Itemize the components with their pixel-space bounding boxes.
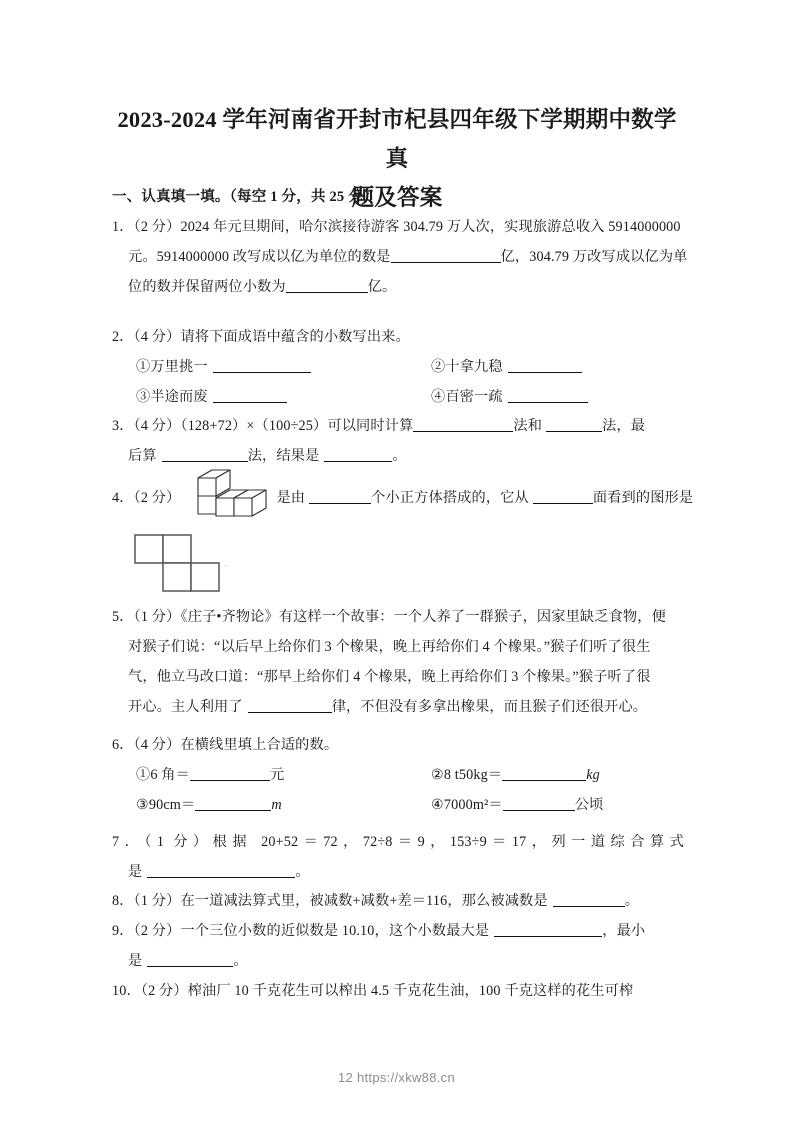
question-4-blank-2[interactable] [533, 489, 593, 504]
question-6-blank-4[interactable] [503, 796, 575, 811]
question-5-text-1: 《庄子•齐物论》有这样一个故事：一个人养了一群猴子，因家里缺乏食物，便 [180, 609, 666, 625]
question-9-number: 9． [112, 923, 134, 939]
question-8 [112, 886, 687, 916]
question-9-text-b: ，最小 [602, 923, 646, 939]
question-2 [112, 322, 687, 412]
question-2-blank-2[interactable] [508, 358, 582, 373]
question-3-text-c: 法，最 [602, 418, 646, 434]
question-6-item-2 [431, 760, 600, 790]
question-4-text-b: 个小正方体搭成的，它从 [371, 490, 529, 506]
grid-period-mark: 。 [225, 563, 231, 568]
cube-solid-figure [186, 466, 282, 534]
question-2-blank-3[interactable] [213, 388, 287, 403]
question-3-blank-3[interactable] [162, 447, 248, 462]
question-1-text-c: 亿，304.79 万改写成以亿为单 [500, 249, 688, 265]
question-8-line-1 [112, 886, 687, 916]
question-1 [112, 212, 687, 302]
question-6-row-2 [136, 790, 687, 820]
question-6-blank-1[interactable] [190, 766, 270, 781]
question-9 [112, 916, 687, 976]
question-5-line-1 [112, 602, 687, 632]
question-9-text-c: 是 [128, 953, 143, 969]
question-2-item-2 [431, 352, 582, 382]
question-6-item-1-post: 元 [269, 767, 285, 783]
question-2-item-4-label: ④百密一疏 [431, 389, 503, 405]
question-9-blank-2[interactable] [147, 952, 233, 967]
footer-watermark: 12 https://xkw88.cn [338, 1070, 455, 1085]
question-3-text-a: （128+72）×（100÷25）可以同时计算 [180, 418, 414, 434]
question-10-text-1: 榨油厂 10 千克花生可以榨出 4.5 千克花生油，100 千克这样的花生可榨 [187, 983, 634, 999]
question-3-score: （4 分） [133, 418, 181, 434]
section-heading: 一、认真填一填。（每空 1 分，共 25 分） [112, 189, 378, 205]
question-2-number: 2． [112, 329, 134, 345]
question-3-line-1 [112, 411, 687, 441]
question-6-item-4-post: 公顷 [574, 797, 604, 813]
question-7-blank-1[interactable] [147, 863, 295, 878]
title-line-1: 2023-2024 学年河南省开封市杞县四年级下学期期中数学真 [117, 107, 677, 171]
question-2-item-4 [431, 382, 588, 412]
question-6-item-1-pre: ①6 角＝ [136, 767, 190, 783]
question-9-text-a: 一个三位小数的近似数是 10.10，这个小数最大是 [180, 923, 490, 939]
question-6-score: （4 分） [133, 737, 181, 753]
question-5 [112, 602, 687, 722]
question-5-line-2: 对猴子们说：“以后早上给你们 3 个橡果，晚上再给你们 4 个橡果。”猴子们听了很生 [128, 639, 651, 655]
question-6-blank-2[interactable] [502, 766, 586, 781]
question-5-text-4b: 律，不但没有多拿出橡果，而且猴子们还很开心。 [331, 699, 648, 715]
question-6-item-4-pre: ④7000m²＝ [431, 797, 503, 813]
question-3-blank-1[interactable] [413, 417, 513, 432]
question-1-line-1 [112, 212, 687, 242]
question-1-text-a: 2024 年元旦期间，哈尔滨接待游客 304.79 万人次，实现旅游总收入 5914000000 [180, 219, 681, 235]
question-2-line-1 [112, 322, 687, 352]
question-1-score: （2 分） [133, 219, 181, 235]
question-4-number: 4． [112, 490, 134, 506]
question-3-text-e: 法，结果是 [247, 448, 320, 464]
question-5-score: （1 分） [133, 609, 181, 625]
question-6-item-3-post: m [271, 797, 282, 813]
question-1-blank-2[interactable] [286, 278, 368, 293]
question-6-item-2-post: kg [586, 767, 600, 783]
question-6-row-1 [136, 760, 687, 790]
question-5-line-4 [128, 692, 687, 722]
question-1-blank-1[interactable] [391, 248, 501, 263]
question-1-text-e: 亿。 [367, 279, 397, 295]
question-8-score: （1 分） [133, 893, 181, 909]
question-9-line-1 [112, 916, 687, 946]
question-2-row-1 [136, 352, 687, 382]
question-6-prompt: 在横线里填上合适的数。 [180, 737, 339, 753]
question-1-line-2 [128, 242, 687, 272]
question-3-text-f: 。 [392, 448, 407, 464]
question-8-text-a: 在一道减法算式里，被减数+减数+差＝116，那么被减数是 [180, 893, 548, 909]
question-7-line-1 [112, 827, 684, 857]
question-10-score: （2 分） [140, 983, 188, 999]
question-7-score: （1 分） [144, 834, 213, 850]
question-6-item-2-pre: ②8 t50kg＝ [431, 767, 503, 783]
question-1-number: 1． [112, 219, 134, 235]
question-7-text-1: 根据 20+52＝72，72÷8＝9，153÷9＝17，列一道综合算式 [212, 834, 684, 850]
question-6 [112, 730, 687, 820]
question-3 [112, 411, 687, 471]
question-5-line-3: 气，他立马改口道：“那早上给你们 4 个橡果，晚上再给你们 3 个橡果。”猴子听了很 [128, 669, 651, 685]
question-6-blank-3[interactable] [195, 796, 271, 811]
question-2-row-2 [136, 382, 687, 412]
question-9-blank-1[interactable] [494, 922, 602, 937]
question-9-line-2 [128, 946, 687, 976]
cube-net-grid-figure [133, 533, 245, 595]
question-1-text-d: 位的数并保留两位小数为 [128, 279, 286, 295]
question-5-text-4a: 开心。主人利用了 [128, 699, 243, 715]
question-4-text-c: 面看到的图形是 [592, 490, 694, 506]
question-10 [112, 976, 687, 1006]
question-6-number: 6． [112, 737, 134, 753]
question-2-score: （4 分） [133, 329, 181, 345]
question-2-item-1-label: ①万里挑一 [136, 359, 208, 375]
question-2-blank-1[interactable] [213, 358, 311, 373]
question-9-text-d: 。 [233, 953, 248, 969]
question-9-score: （2 分） [133, 923, 181, 939]
question-6-item-4 [431, 790, 603, 820]
question-6-line-1 [112, 730, 687, 760]
question-7-text-2a: 是 [128, 864, 143, 880]
question-8-blank-1[interactable] [553, 892, 625, 907]
question-5-number: 5． [112, 609, 134, 625]
question-2-prompt: 请将下面成语中蕴含的小数写出来。 [180, 329, 410, 345]
question-2-blank-4[interactable] [508, 388, 588, 403]
question-4-text-a: 是由 [276, 490, 306, 506]
question-3-blank-2[interactable] [546, 417, 602, 432]
question-7-text-2b: 。 [295, 864, 310, 880]
question-8-text-b: 。 [624, 893, 640, 909]
question-3-text-b: 法和 [513, 418, 543, 434]
question-5-blank-1[interactable] [248, 698, 332, 713]
question-3-blank-4[interactable] [324, 447, 392, 462]
question-10-line-1 [112, 976, 687, 1006]
question-1-text-b: 元。5914000000 改写成以亿为单位的数是 [128, 249, 391, 265]
title-line-2: 题及答案 [351, 185, 443, 210]
question-8-number: 8． [112, 893, 134, 909]
question-1-line-3 [128, 272, 687, 302]
question-6-item-3-pre: ③90cm＝ [136, 797, 196, 813]
question-3-number: 3． [112, 418, 134, 434]
question-7-line-2 [128, 857, 687, 887]
question-10-number: 10． [112, 983, 141, 999]
question-2-item-3-label: ③半途而废 [136, 389, 208, 405]
question-4-score: （2 分） [133, 490, 181, 506]
question-7 [112, 827, 687, 887]
question-7-number: 7． [112, 834, 145, 850]
question-2-item-2-label: ②十拿九稳 [431, 359, 503, 375]
question-4-blank-1[interactable] [309, 489, 371, 504]
question-3-text-d: 后算 [128, 448, 157, 464]
